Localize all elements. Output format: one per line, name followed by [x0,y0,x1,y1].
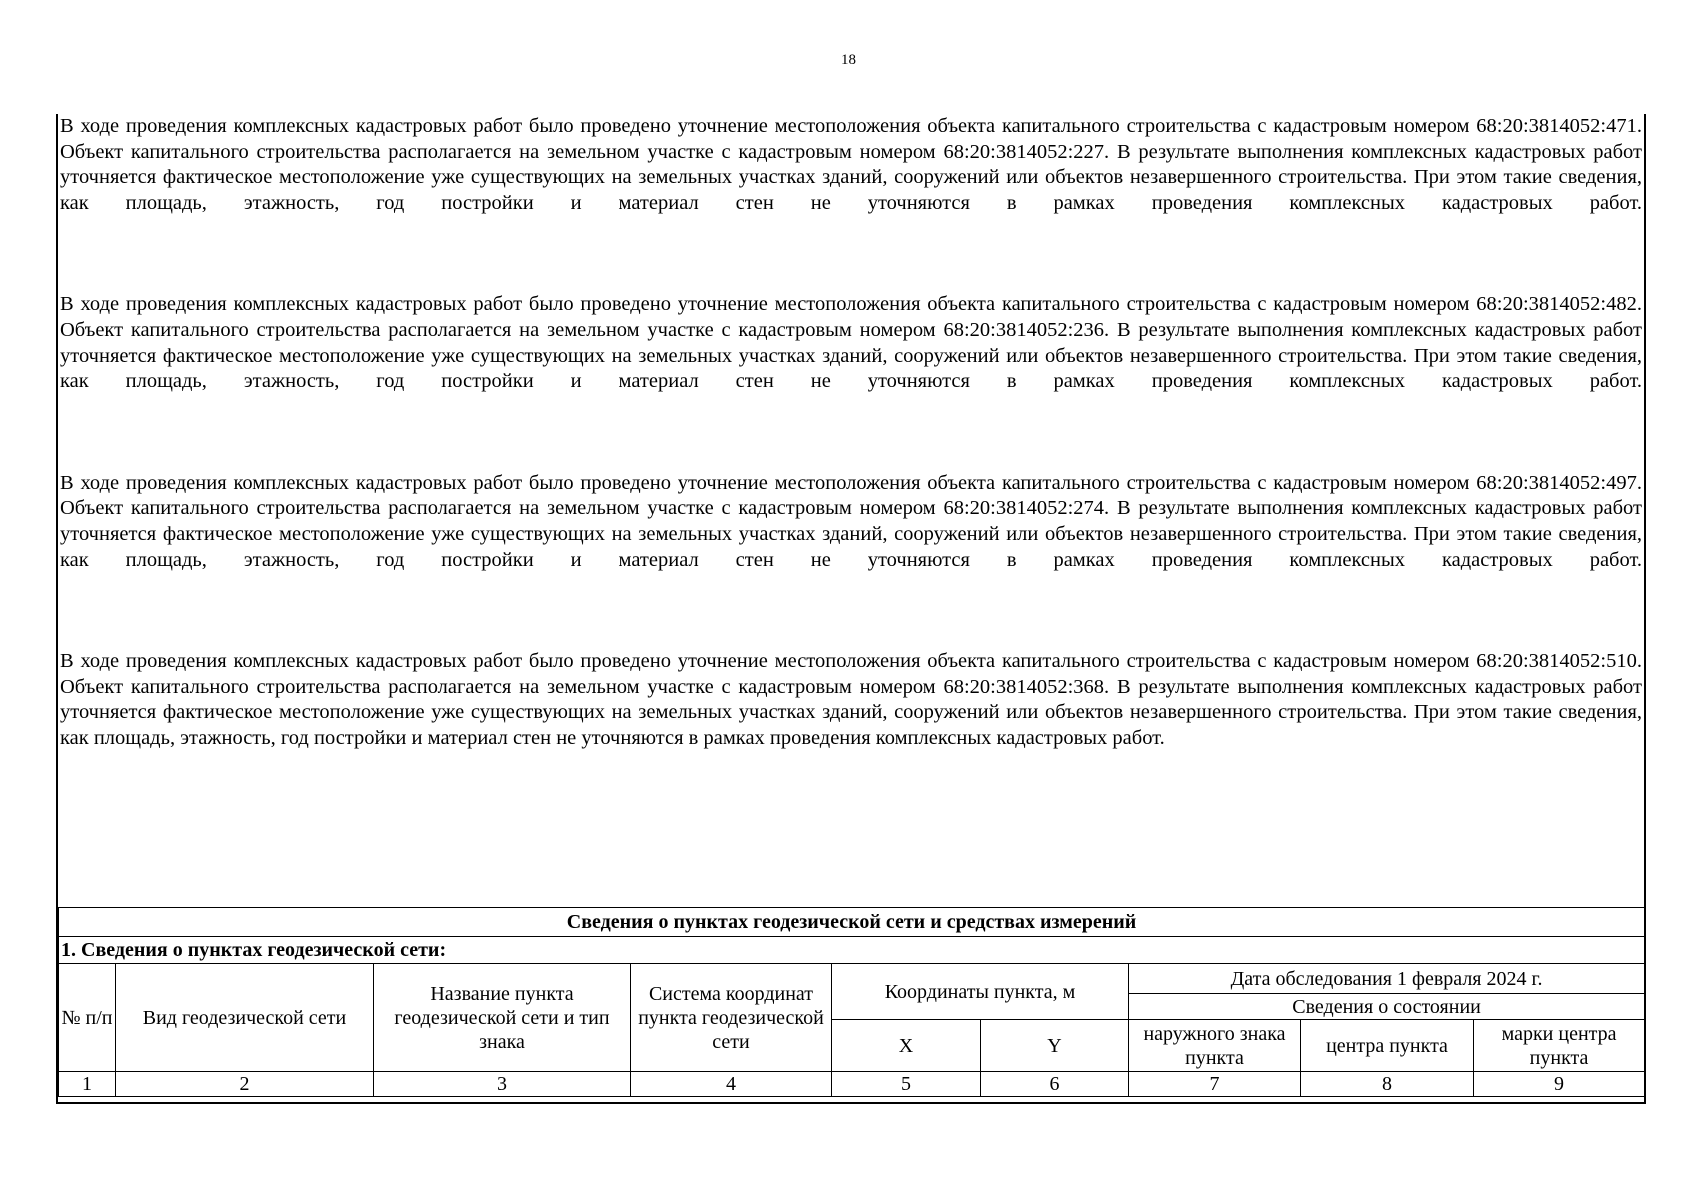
header-y: Y [981,1020,1129,1072]
header-network-type: Вид геодезической сети [116,964,374,1072]
section-title: Сведения о пунктах геодезической сети и средствах измерений [59,908,1645,937]
paragraph-2: В ходе проведения комплексных кадастровых работ было проведено уточнение местоположения объекта капитального строительства с кадастровым номером 68:20:3814052:482. Объект капитального строительства располагается на земельном участке с кадастровым номером 68:20:3814052:236. В результате выполнения комплексных кадастровых работ уточняется фактическое местоположение уже существующих на земельных участках зданий, сооружений или объектов незавершенного строительства. При этом такие сведения, как площадь, этажность, год постройки и материал стен не уточняются в рамках проведения комплексных кадастровых работ. [60,293,1642,393]
header-outer-sign: наружного знака пункта [1129,1020,1301,1072]
header-center: центра пункта [1301,1020,1474,1072]
column-number: 6 [981,1072,1129,1097]
column-number: 4 [631,1072,832,1097]
column-number-row [59,1072,1645,1097]
column-number: 8 [1301,1072,1474,1097]
header-survey-date: Дата обследования 1 февраля 2024 г. [1129,964,1645,994]
paragraph-1: В ходе проведения комплексных кадастровых работ было проведено уточнение местоположения объекта капитального строительства с кадастровым номером 68:20:3814052:471. Объект капитального строительства располагается на земельном участке с кадастровым номером 68:20:3814052:227. В результате выполнения комплексных кадастровых работ уточняется фактическое местоположение уже существующих на земельных участках зданий, сооружений или объектов незавершенного строительства. При этом такие сведения, как площадь, этажность, год постройки и материал стен не уточняются в рамках проведения комплексных кадастровых работ. [60,115,1642,214]
column-number: 3 [374,1072,631,1097]
column-number: 7 [1129,1072,1301,1097]
column-number: 2 [116,1072,374,1097]
header-coordinates: Координаты пункта, м [832,964,1129,1020]
header-point-name: Название пункта геодезической сети и тип знака [374,964,631,1072]
header-coord-system: Система координат пункта геодезической сети [631,964,832,1072]
page-number: 18 [841,52,856,68]
column-number: 9 [1474,1072,1645,1097]
header-center-mark: марки центра пункта [1474,1020,1645,1072]
column-number: 5 [832,1072,981,1097]
paragraph-3: В ходе проведения комплексных кадастровых работ было проведено уточнение местоположения объекта капитального строительства с кадастровым номером 68:20:3814052:497. Объект капитального строительства располагается на земельном участке с кадастровым номером 68:20:3814052:274. В результате выполнения комплексных кадастровых работ уточняется фактическое местоположение уже существующих на земельных участках зданий, сооружений или объектов незавершенного строительства. При этом такие сведения, как площадь, этажность, год постройки и материал стен не уточняются в рамках проведения комплексных кадастровых работ. [60,471,1642,571]
header-num: № п/п [59,964,116,1072]
paragraph-4: В ходе проведения комплексных кадастровых работ было проведено уточнение местоположения объекта капитального строительства с кадастровым номером 68:20:3814052:510. Объект капитального строительства располагается на земельном участке с кадастровым номером 68:20:3814052:368. В результате выполнения комплексных кадастровых работ уточняется фактическое местоположение уже существующих на земельных участках зданий, сооружений или объектов незавершенного строительства. При этом такие сведения, как площадь, этажность, год постройки и материал стен не уточняются в рамках проведения комплексных кадастровых работ. [60,650,1642,749]
subsection-title: 1. Сведения о пунктах геодезической сети: [59,937,1645,964]
text-area [58,114,1644,907]
column-number: 1 [59,1072,116,1097]
geodetic-network-table [58,907,1645,1097]
header-x: X [832,1020,981,1072]
document-frame [56,114,1646,1104]
header-condition: Сведения о состоянии [1129,994,1645,1020]
